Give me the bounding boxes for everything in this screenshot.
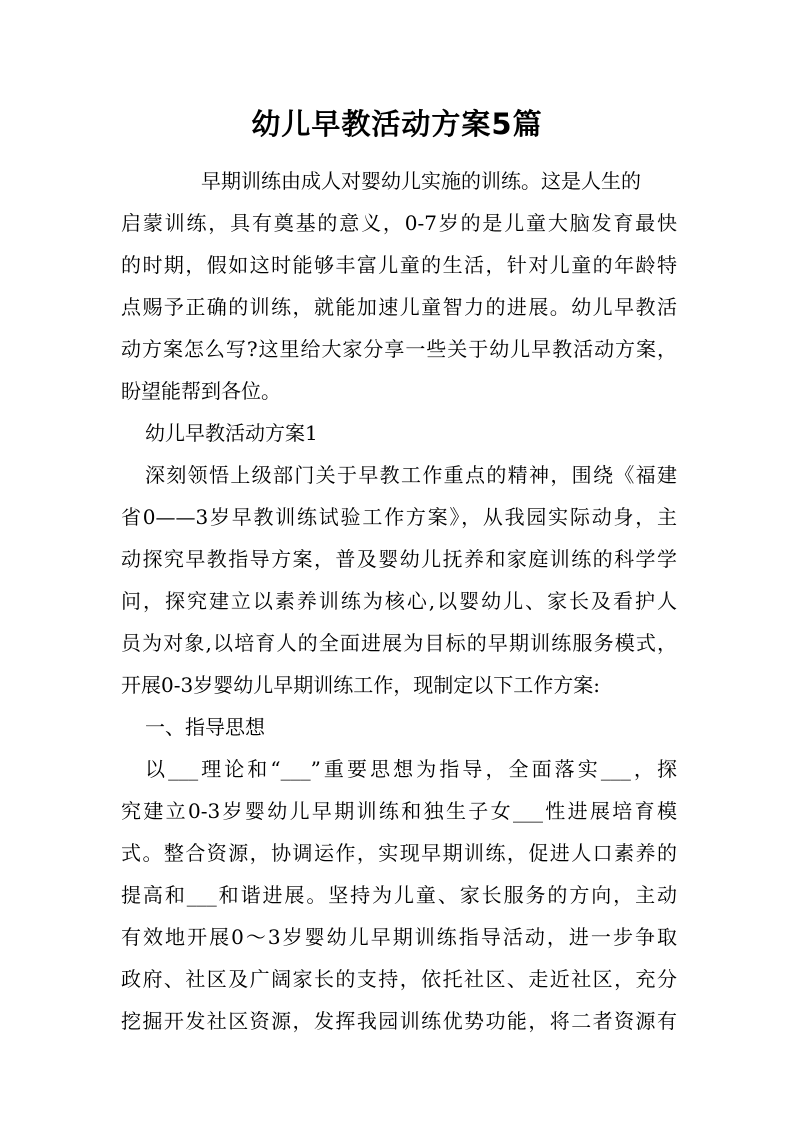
- document-body: [121, 160, 677, 1042]
- paragraph-line: 盼望能帮到各位。: [121, 379, 281, 403]
- section-heading: 幼儿早教活动方案1: [145, 421, 318, 445]
- paragraph-line: 动方案怎么写?这里给大家分享一些关于幼儿早教活动方案，: [121, 337, 677, 361]
- paragraph-line: 究建立0-3岁婴幼儿早期训练和独生子女___性进展培育模: [121, 799, 677, 823]
- paragraph-line: 有效地开展0～3岁婴幼儿早期训练指导活动，进一步争取: [121, 925, 677, 949]
- paragraph-line: 启蒙训练，具有奠基的意义，0-7岁的是儿童大脑发育最快: [121, 211, 677, 235]
- document-title: 幼儿早教活动方案5篇: [251, 107, 543, 141]
- paragraph-line: 员为对象,以培育人的全面进展为目标的早期训练服务模式，: [121, 631, 677, 655]
- paragraph-line: 政府、社区及广阔家长的支持，依托社区、走近社区，充分: [121, 967, 677, 991]
- paragraph-line: 动探究早教指导方案，普及婴幼儿抚养和家庭训练的科学学: [121, 547, 677, 571]
- paragraph-line: 问，探究建立以素养训练为核心,以婴幼儿、家长及看护人: [121, 589, 677, 613]
- paragraph-line: 省0——3岁早教训练试验工作方案》，从我园实际动身，主: [121, 505, 677, 529]
- paragraph-line: 的时期，假如这时能够丰富儿童的生活，针对儿童的年龄特: [121, 253, 677, 277]
- paragraph-line: 深刻领悟上级部门关于早教工作重点的精神，围绕《福建: [145, 463, 677, 487]
- paragraph-line: 式。整合资源，协调运作，实现早期训练，促进人口素养的: [121, 841, 677, 865]
- paragraph-line: 提高和___和谐进展。坚持为儿童、家长服务的方向，主动: [121, 883, 677, 907]
- paragraph-line: 早期训练由成人对婴幼儿实施的训练。这是人生的: [201, 169, 641, 193]
- paragraph-line: 挖掘开发社区资源，发挥我园训练优势功能，将二者资源有: [121, 1009, 677, 1033]
- paragraph-line: 以___理论和“___”重要思想为指导，全面落实___，探: [145, 757, 677, 781]
- paragraph-line: 开展0-3岁婴幼儿早期训练工作，现制定以下工作方案:: [121, 673, 600, 697]
- paragraph-line: 点赐予正确的训练，就能加速儿童智力的进展。幼儿早教活: [121, 295, 677, 319]
- section-heading: 一、指导思想: [145, 715, 265, 739]
